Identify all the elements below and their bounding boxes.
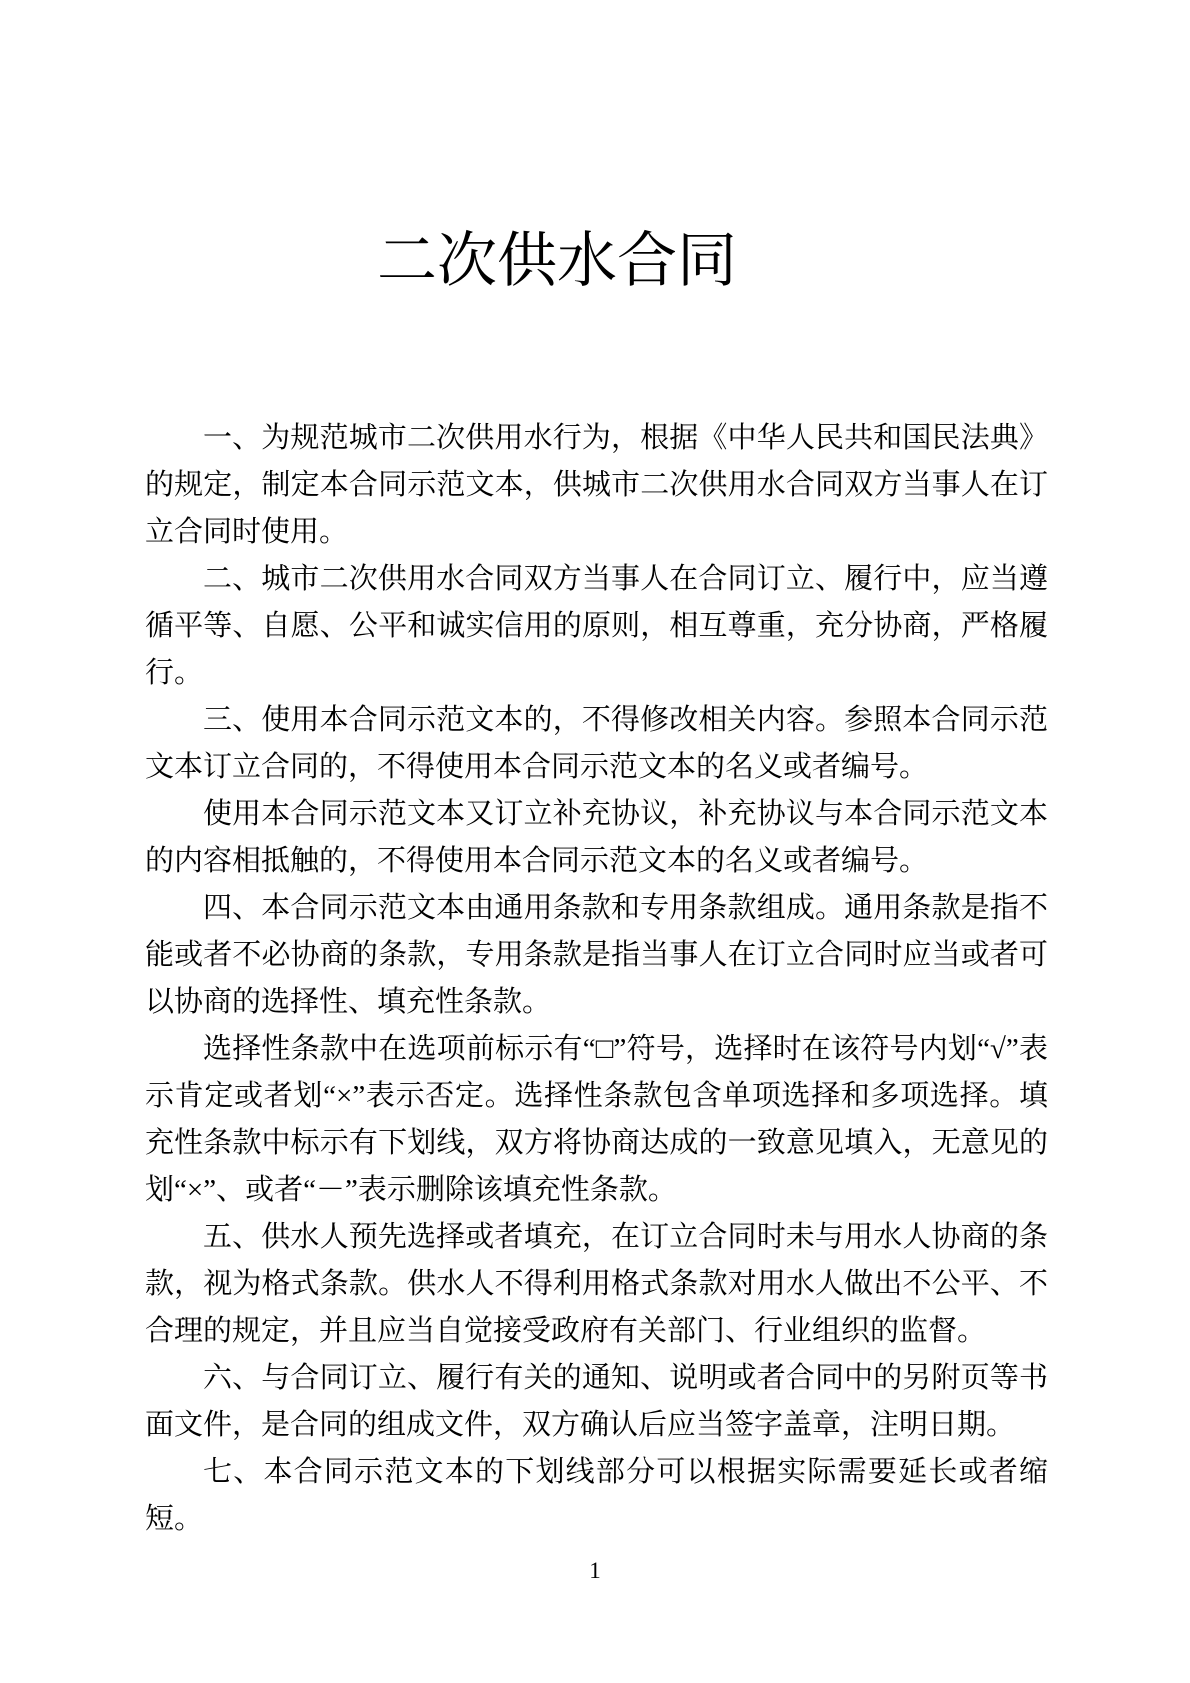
paragraph-intro-4: 四、本合同示范文本由通用条款和专用条款组成。通用条款是指不能或者不必协商的条款，专用条款是指当事人在订立合同时应当或者可以协商的选择性、填充性条款。 (145, 892, 1048, 1018)
paragraph-intro-3-continuation: 使用本合同示范文本又订立补充协议，补充协议与本合同示范文本的内容相抵触的，不得使用本合同示范文本的名义或者编号。 (145, 798, 1048, 877)
paragraph-intro-7: 七、本合同示范文本的下划线部分可以根据实际需要延长或者缩短。 (145, 1456, 1048, 1535)
document-body (145, 415, 1048, 1543)
page-number: 1 (589, 1558, 601, 1583)
paragraph-intro-4-continuation: 选择性条款中在选项前标示有“□”符号，选择时在该符号内划“√”表示肯定或者划“×”表示否定。选择性条款包含单项选择和多项选择。填充性条款中标示有下划线，双方将协商达成的一致意见填入，无意见的划“×”、或者“－”表示删除该填充性条款。 (145, 1033, 1048, 1206)
paragraph-intro-1: 一、为规范城市二次供用水行为，根据《中华人民共和国民法典》的规定，制定本合同示范文本，供城市二次供用水合同双方当事人在订立合同时使用。 (145, 422, 1048, 548)
paragraph-intro-6: 六、与合同订立、履行有关的通知、说明或者合同中的另附页等书面文件，是合同的组成文件，双方确认后应当签字盖章，注明日期。 (145, 1362, 1048, 1441)
document-title: 二次供水合同 (377, 228, 737, 294)
paragraph-intro-3: 三、使用本合同示范文本的，不得修改相关内容。参照本合同示范文本订立合同的，不得使用本合同示范文本的名义或者编号。 (145, 704, 1048, 783)
paragraph-intro-5: 五、供水人预先选择或者填充，在订立合同时未与用水人协商的条款，视为格式条款。供水人不得利用格式条款对用水人做出不公平、不合理的规定，并且应当自觉接受政府有关部门、行业组织的监督。 (145, 1221, 1048, 1347)
paragraph-intro-2: 二、城市二次供用水合同双方当事人在合同订立、履行中，应当遵循平等、自愿、公平和诚实信用的原则，相互尊重，充分协商，严格履行。 (145, 563, 1048, 689)
